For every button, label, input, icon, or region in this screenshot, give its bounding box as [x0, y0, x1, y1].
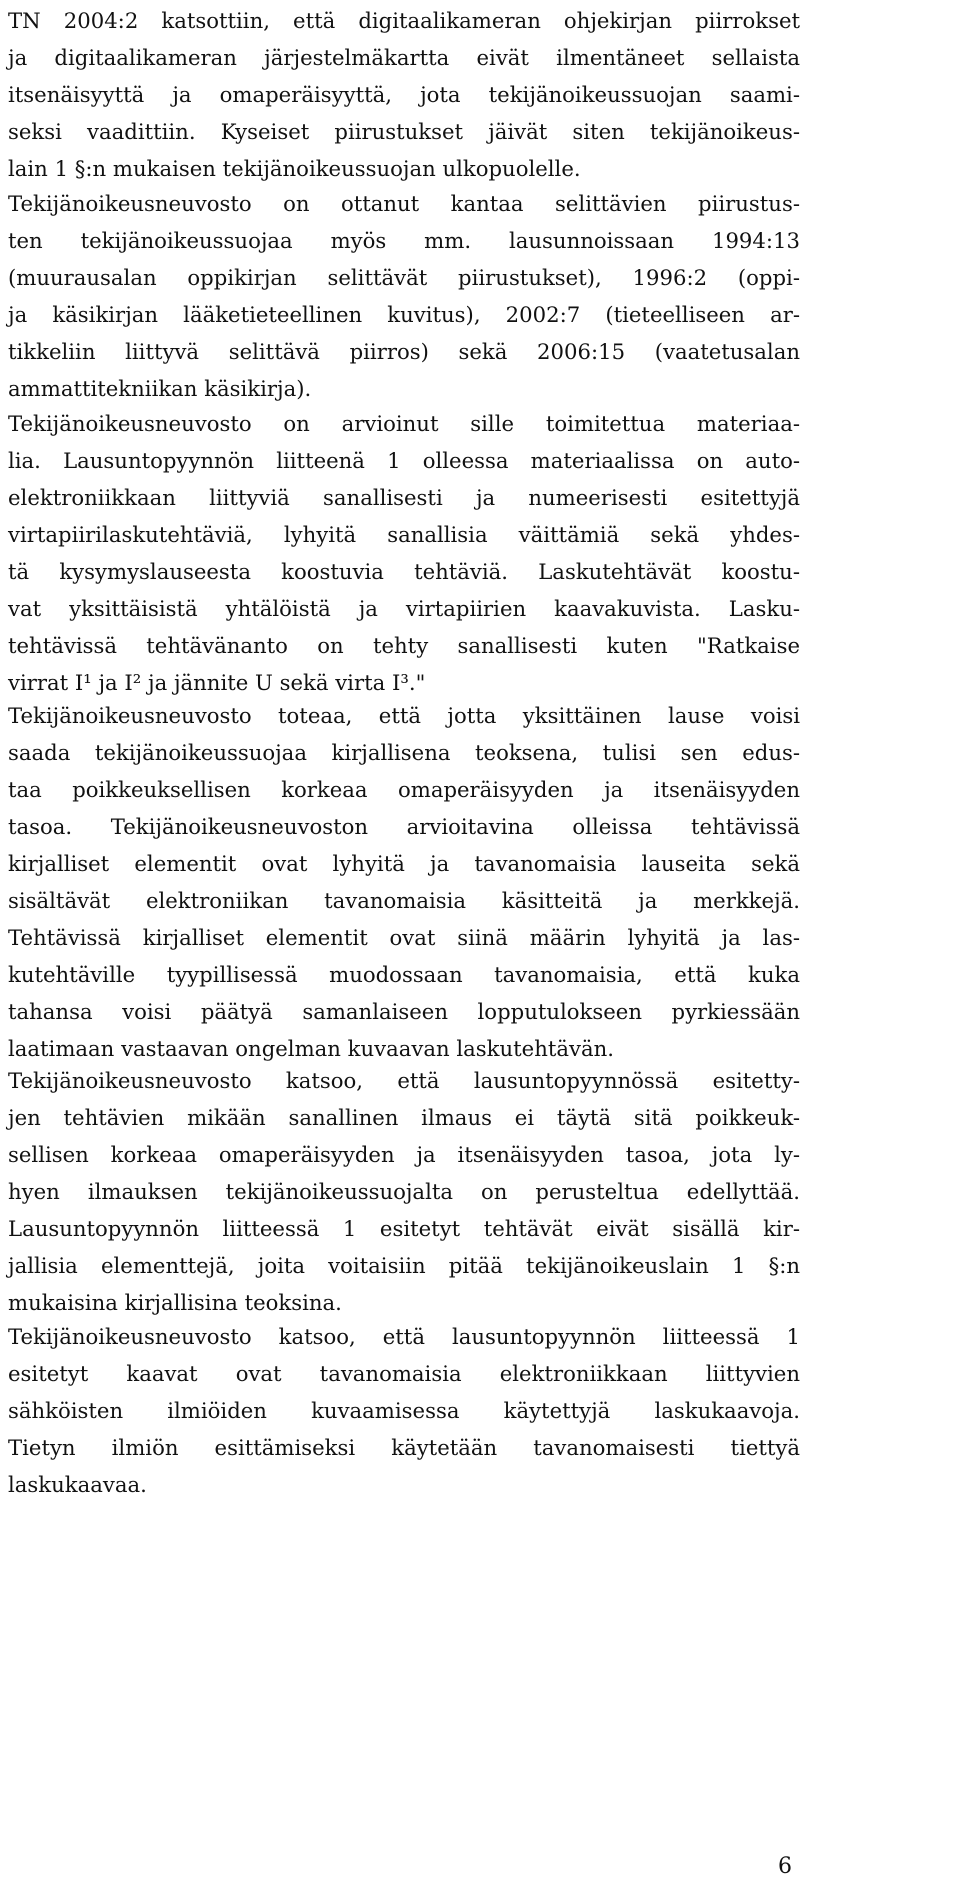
text-line: Tekijänoikeusneuvosto katsoo, että lausuntopyynnössä esitetty- — [8, 1068, 800, 1093]
text-line: kirjalliset elementit ovat lyhyitä ja tavanomaisia lauseita sekä — [8, 851, 800, 876]
text-line: sähköisten ilmiöiden kuvaamisessa käytettyjä laskukaavoja. — [8, 1398, 800, 1423]
text-line: lia. Lausuntopyynnön liitteenä 1 olleessa materiaalissa on auto- — [8, 448, 800, 473]
text-line: mukaisina kirjallisina teoksina. — [8, 1290, 342, 1315]
text-line: tä kysymyslauseesta koostuvia tehtäviä. Laskutehtävät koostu- — [8, 559, 800, 584]
text-line: tehtävissä tehtävänanto on tehty sanallisesti kuten "Ratkaise — [8, 633, 800, 658]
text-line: Tekijänoikeusneuvosto on ottanut kantaa selittävien piirustus- — [8, 191, 800, 216]
text-line: ja digitaalikameran järjestelmäkartta eivät ilmentäneet sellaista — [8, 45, 800, 70]
text-line: TN 2004:2 katsottiin, että digitaalikameran ohjekirjan piirrokset — [8, 8, 800, 33]
text-line: elektroniikkaan liittyviä sanallisesti ja numeerisesti esitettyjä — [8, 485, 800, 510]
text-line: lain 1 §:n mukaisen tekijänoikeussuojan ulkopuolelle. — [8, 156, 581, 181]
text-line: Tehtävissä kirjalliset elementit ovat siinä määrin lyhyitä ja las- — [8, 925, 800, 950]
text-line: virrat I¹ ja I² ja jännite U sekä virta I³." — [8, 670, 426, 695]
text-line: Tekijänoikeusneuvosto on arvioinut sille toimitettua materiaa- — [8, 411, 800, 436]
text-line: itsenäisyyttä ja omaperäisyyttä, jota tekijänoikeussuojan saami- — [8, 82, 800, 107]
text-line: sisältävät elektroniikan tavanomaisia käsitteitä ja merkkejä. — [8, 888, 800, 913]
text-line: (muurausalan oppikirjan selittävät piirustukset), 1996:2 (oppi- — [8, 265, 800, 290]
page-number: 6 — [778, 1854, 792, 1879]
paragraph-material-assessment — [8, 405, 800, 701]
text-line: Lausuntopyynnön liitteessä 1 esitetyt tehtävät eivät sisällä kir- — [8, 1216, 800, 1241]
text-line: laatimaan vastaavan ongelman kuvaavan laskutehtävän. — [8, 1036, 614, 1061]
text-line: seksi vaadittiin. Kyseiset piirustukset jäivät siten tekijänoikeus- — [8, 119, 800, 144]
paragraph-single-sentence — [8, 697, 800, 1067]
text-line: vat yksittäisistä yhtälöistä ja virtapiirien kaavakuvista. Lasku- — [8, 596, 800, 621]
text-line: ja käsikirjan lääketieteellinen kuvitus), 2002:7 (tieteelliseen ar- — [8, 302, 800, 327]
text-line: Tietyn ilmiön esittämiseksi käytetään tavanomaisesti tiettyä — [8, 1435, 800, 1460]
text-line: ammattitekniikan käsikirja). — [8, 376, 312, 401]
paragraph-earlier-statements — [8, 185, 800, 407]
text-line: tahansa voisi päätyä samanlaiseen lopputulokseen pyrkiessään — [8, 999, 800, 1024]
text-line: tikkeliin liittyvä selittävä piirros) sekä 2006:15 (vaatetusalan — [8, 339, 800, 364]
text-line: virtapiirilaskutehtäviä, lyhyitä sanallisia väittämiä sekä yhdes- — [8, 522, 800, 547]
text-line: saada tekijänoikeussuojaa kirjallisena teoksena, tulisi sen edus- — [8, 740, 800, 765]
paragraph-tn-2004-2 — [8, 2, 800, 187]
text-line: Tekijänoikeusneuvosto katsoo, että lausuntopyynnön liitteessä 1 — [8, 1324, 800, 1349]
text-line: esitetyt kaavat ovat tavanomaisia elektroniikkaan liittyvien — [8, 1361, 800, 1386]
text-line: jallisia elementtejä, joita voitaisiin pitää tekijänoikeuslain 1 §:n — [8, 1253, 800, 1278]
paragraph-formulas — [8, 1318, 800, 1503]
text-line: ten tekijänoikeussuojaa myös mm. lausunnoissaan 1994:13 — [8, 228, 800, 253]
text-line: kutehtäville tyypillisessä muodossaan tavanomaisia, että kuka — [8, 962, 800, 987]
paragraph-verbal-expressions — [8, 1062, 800, 1321]
text-line: laskukaavaa. — [8, 1472, 147, 1497]
text-line: sellisen korkeaa omaperäisyyden ja itsenäisyyden tasoa, jota ly- — [8, 1142, 800, 1167]
text-line: Tekijänoikeusneuvosto toteaa, että jotta yksittäinen lause voisi — [8, 703, 800, 728]
text-line: tasoa. Tekijänoikeusneuvoston arvioitavina olleissa tehtävissä — [8, 814, 800, 839]
text-line: jen tehtävien mikään sanallinen ilmaus ei täytä sitä poikkeuk- — [8, 1105, 800, 1130]
text-line: hyen ilmauksen tekijänoikeussuojalta on perusteltua edellyttää. — [8, 1179, 800, 1204]
text-line: taa poikkeuksellisen korkeaa omaperäisyyden ja itsenäisyyden — [8, 777, 800, 802]
